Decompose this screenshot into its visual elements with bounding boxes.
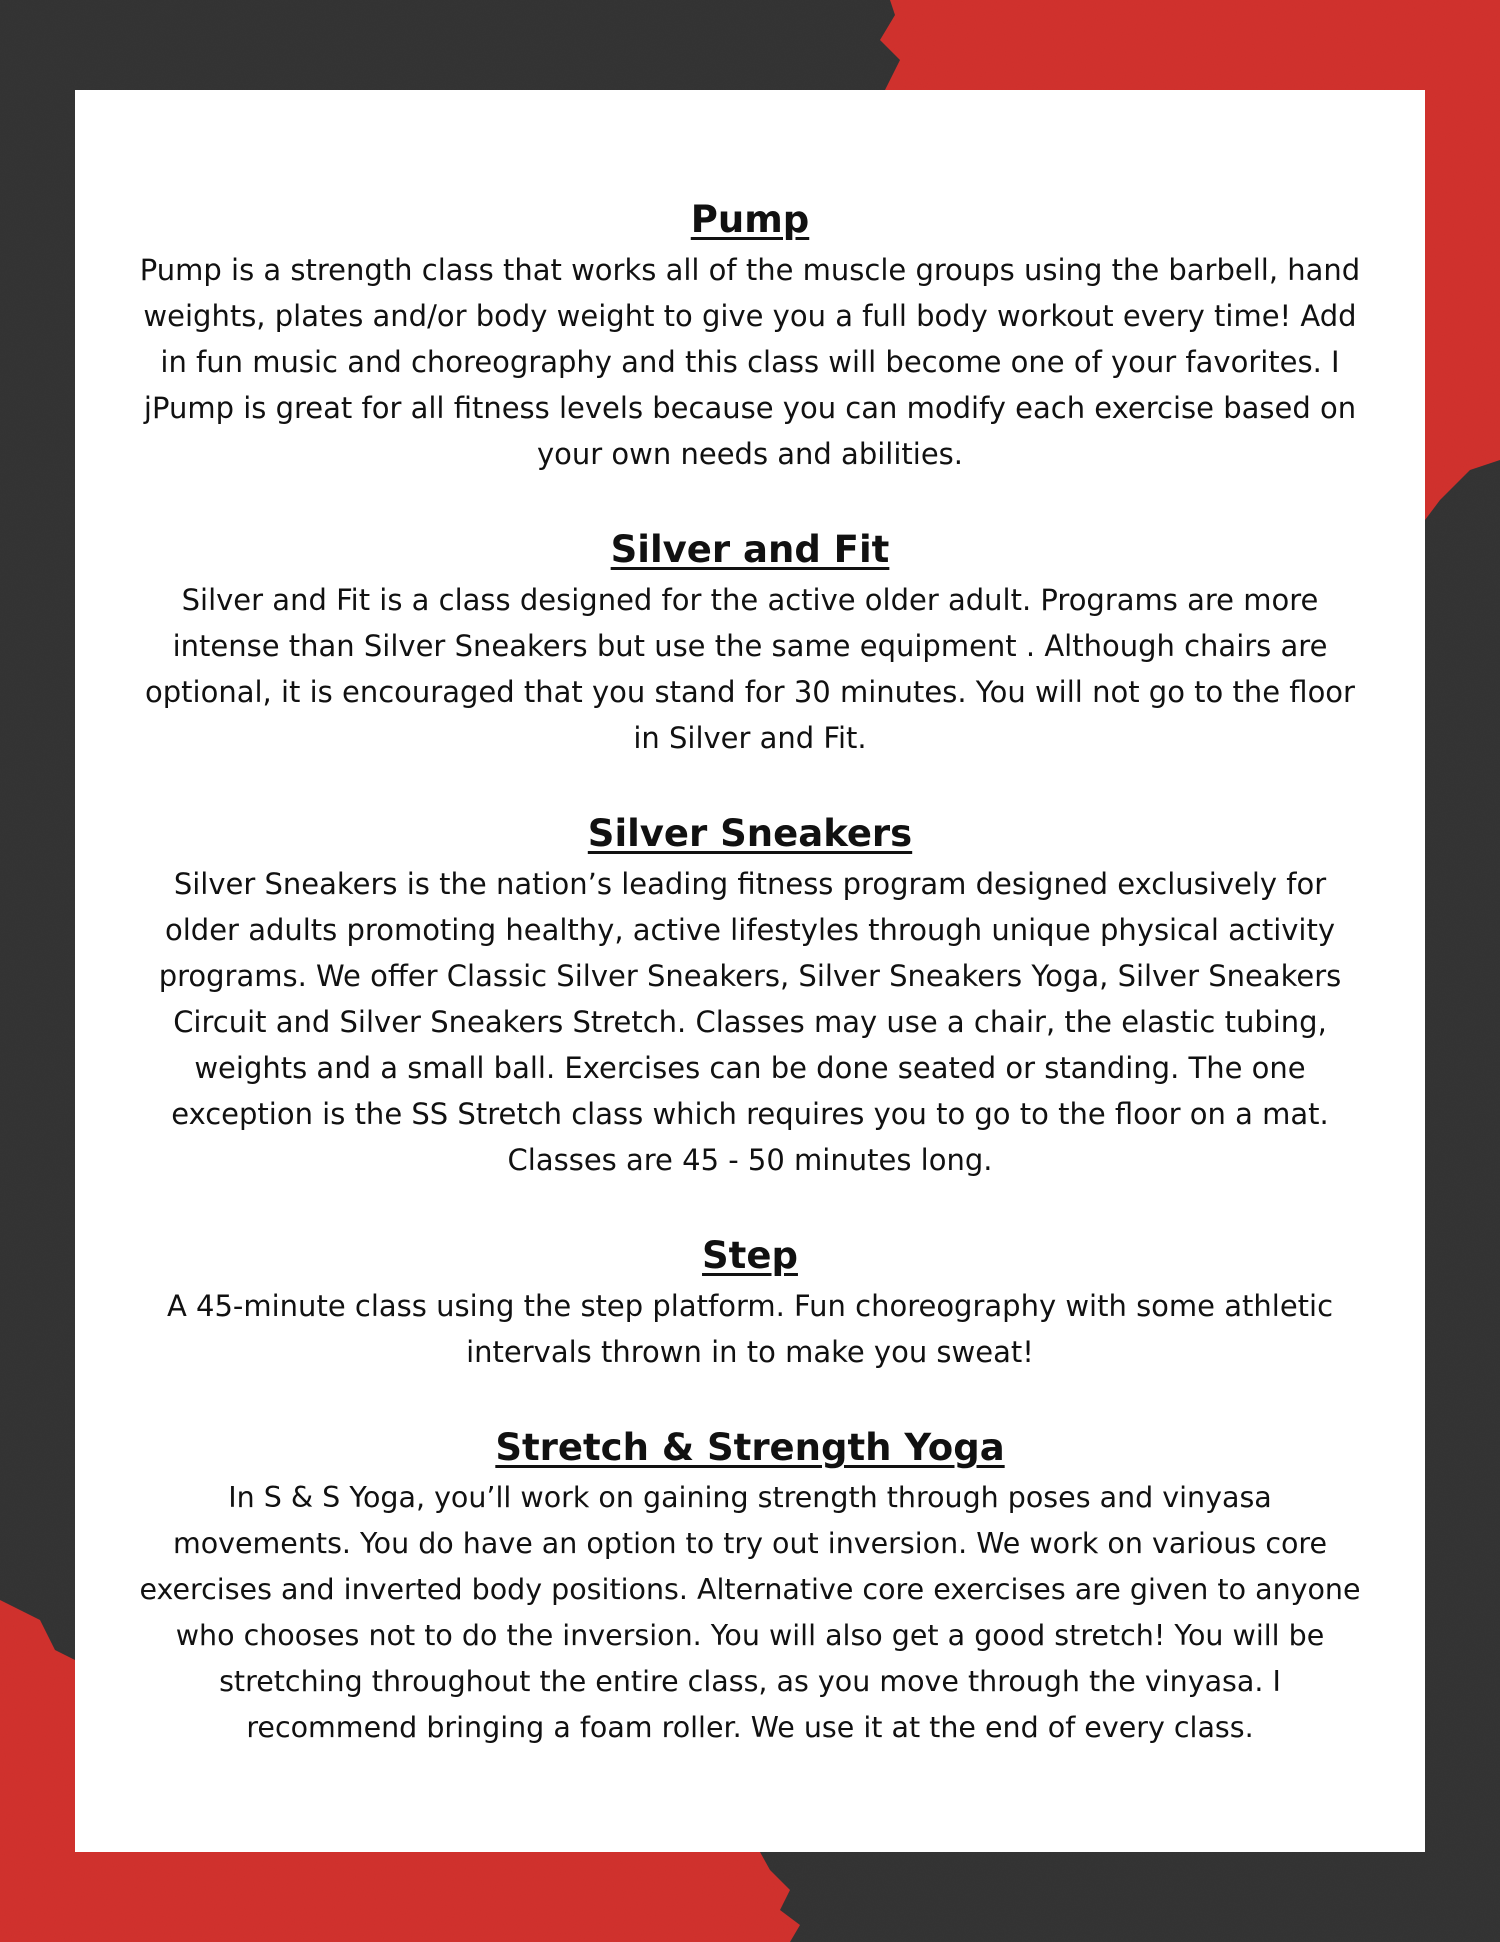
section-body: In S & S Yoga, you’ll work on gaining strength through poses and vinyasa movements. You do have an option to try out inversion. We work on various core exercises and inverted body positions. Alternative core exercises are given to anyone who chooses not to do the inversion. You will also get a good stretch! You will be stretching throughout the entire class, as you move through the vinyasa. I recommend bringing a foam roller. We use it at the end of every class. bbox=[139, 1481, 1361, 1744]
section-title: Step bbox=[702, 1234, 798, 1277]
section-body: A 45-minute class using the step platform. Fun choreography with some athletic intervals thrown in to make you sweat! bbox=[166, 1289, 1334, 1369]
section-silver-sneakers bbox=[135, 811, 1365, 1183]
section-silver-and-fit bbox=[135, 527, 1365, 761]
section-body: Silver and Fit is a class designed for the active older adult. Programs are more intense than Silver Sneakers but use the same equipment . Although chairs are optional, it is encouraged that you stand for 30 minutes. You will not go to the floor in Silver and Fit. bbox=[145, 583, 1355, 755]
section-body: Silver Sneakers is the nation’s leading fitness program designed exclusively for older adults promoting healthy, active lifestyles through unique physical activity programs. We offer Classic Silver Sneakers, Silver Sneakers Yoga, Silver Sneakers Circuit and Silver Sneakers Stretch. Classes may use a chair, the elastic tubing, weights and a small ball. Exercises can be done seated or standing. The one exception is the SS Stretch class which requires you to go to the floor on a mat. Classes are 45 - 50 minutes long. bbox=[158, 867, 1342, 1177]
section-stretch-strength-yoga bbox=[135, 1425, 1365, 1751]
section-title: Stretch & Strength Yoga bbox=[495, 1426, 1005, 1469]
section-body: Pump is a strength class that works all of the muscle groups using the barbell, hand weights, plates and/or body weight to give you a full body workout every time! Add in fun music and choreography and this class will become one of your favorites. I jPump is great for all fitness levels because you can modify each exercise based on your own needs and abilities. bbox=[139, 253, 1361, 471]
content-card bbox=[75, 90, 1425, 1852]
section-title: Silver and Fit bbox=[610, 528, 890, 571]
section-title: Pump bbox=[690, 198, 810, 241]
section-title: Silver Sneakers bbox=[587, 812, 913, 855]
section-pump bbox=[135, 197, 1365, 477]
section-step bbox=[135, 1233, 1365, 1375]
